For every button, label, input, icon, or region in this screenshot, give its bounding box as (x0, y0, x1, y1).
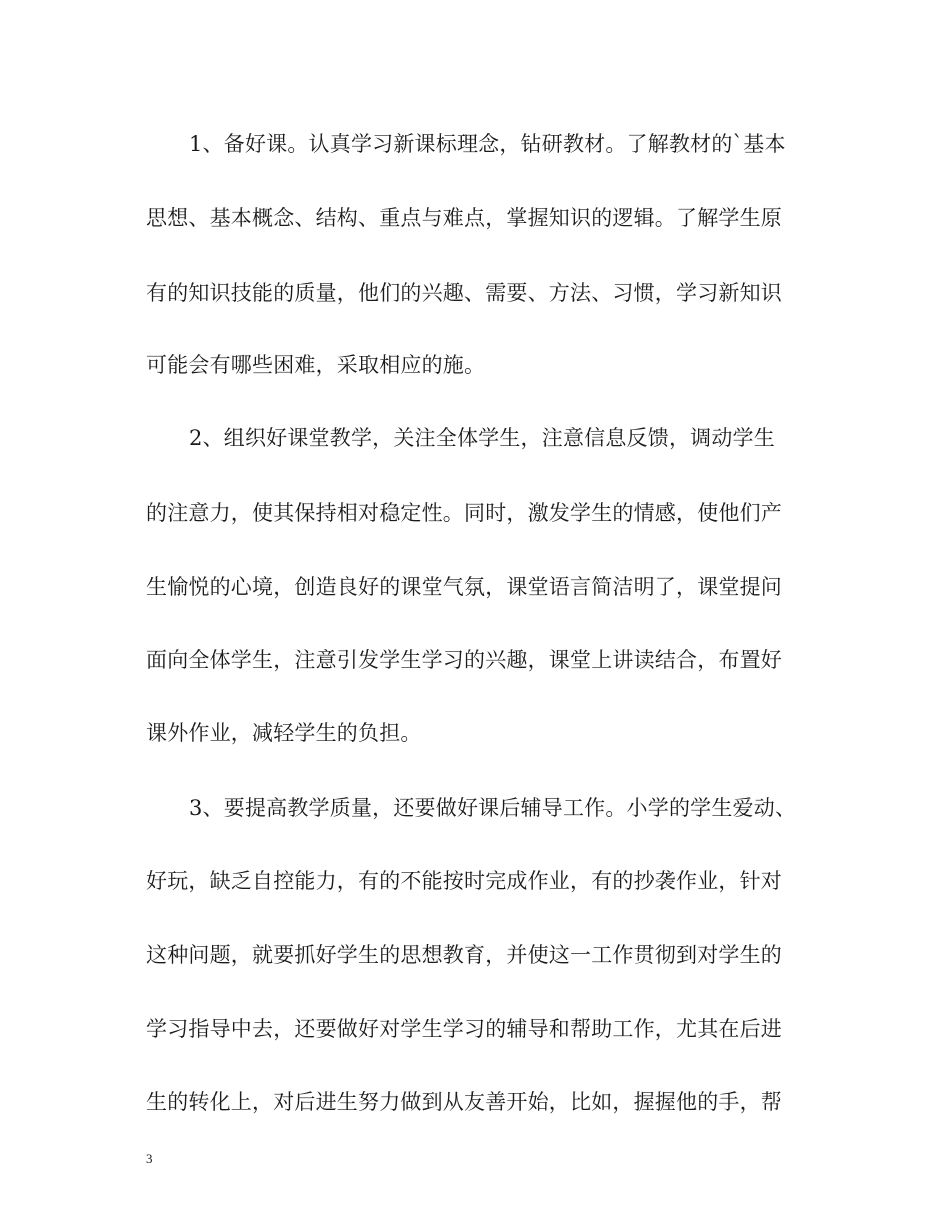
paragraph-3-line-2: 好玩，缺乏自控能力，有的不能按时完成作业，有的抄袭作业，针对 (146, 869, 782, 893)
paragraph-1-line-3: 有的知识技能的质量，他们的兴趣、需要、方法、习惯，学习新知识 (146, 281, 782, 305)
paragraph-3-line-3: 这种问题，就要抓好学生的思想教育，并使这一工作贯彻到对学生的 (146, 943, 782, 967)
paragraph-2-line-3: 生愉悦的心境，创造良好的课堂气氛，课堂语言简洁明了，课堂提问 (146, 575, 782, 599)
paragraph-3-line-1: 3、要提高教学质量，还要做好课后辅导工作。小学的学生爱动、 (189, 796, 797, 820)
paragraph-3-line-5: 生的转化上，对后进生努力做到从友善开始，比如，握握他的手，帮 (146, 1090, 782, 1114)
paragraph-2-line-4: 面向全体学生，注意引发学生学习的兴趣，课堂上讲读结合，布置好 (146, 648, 782, 672)
paragraph-1-line-2: 思想、基本概念、结构、重点与难点，掌握知识的逻辑。了解学生原 (146, 206, 782, 230)
paragraph-3-line-4: 学习指导中去，还要做好对学生学习的辅导和帮助工作，尤其在后进 (146, 1017, 782, 1041)
paragraph-1-line-1: 1、备好课。认真学习新课标理念，钻研教材。了解教材的`基本 (189, 132, 786, 156)
paragraph-2-line-5: 课外作业，减轻学生的负担。 (146, 721, 422, 745)
paragraph-1-line-4: 可能会有哪些困难，采取相应的施。 (146, 353, 486, 377)
paragraph-2-line-2: 的注意力，使其保持相对稳定性。同时，激发学生的情感，使他们产 (146, 501, 782, 525)
page-number: 3 (146, 1151, 153, 1166)
paragraph-2-line-1: 2、组织好课堂教学，关注全体学生，注意信息反馈，调动学生 (189, 426, 775, 450)
